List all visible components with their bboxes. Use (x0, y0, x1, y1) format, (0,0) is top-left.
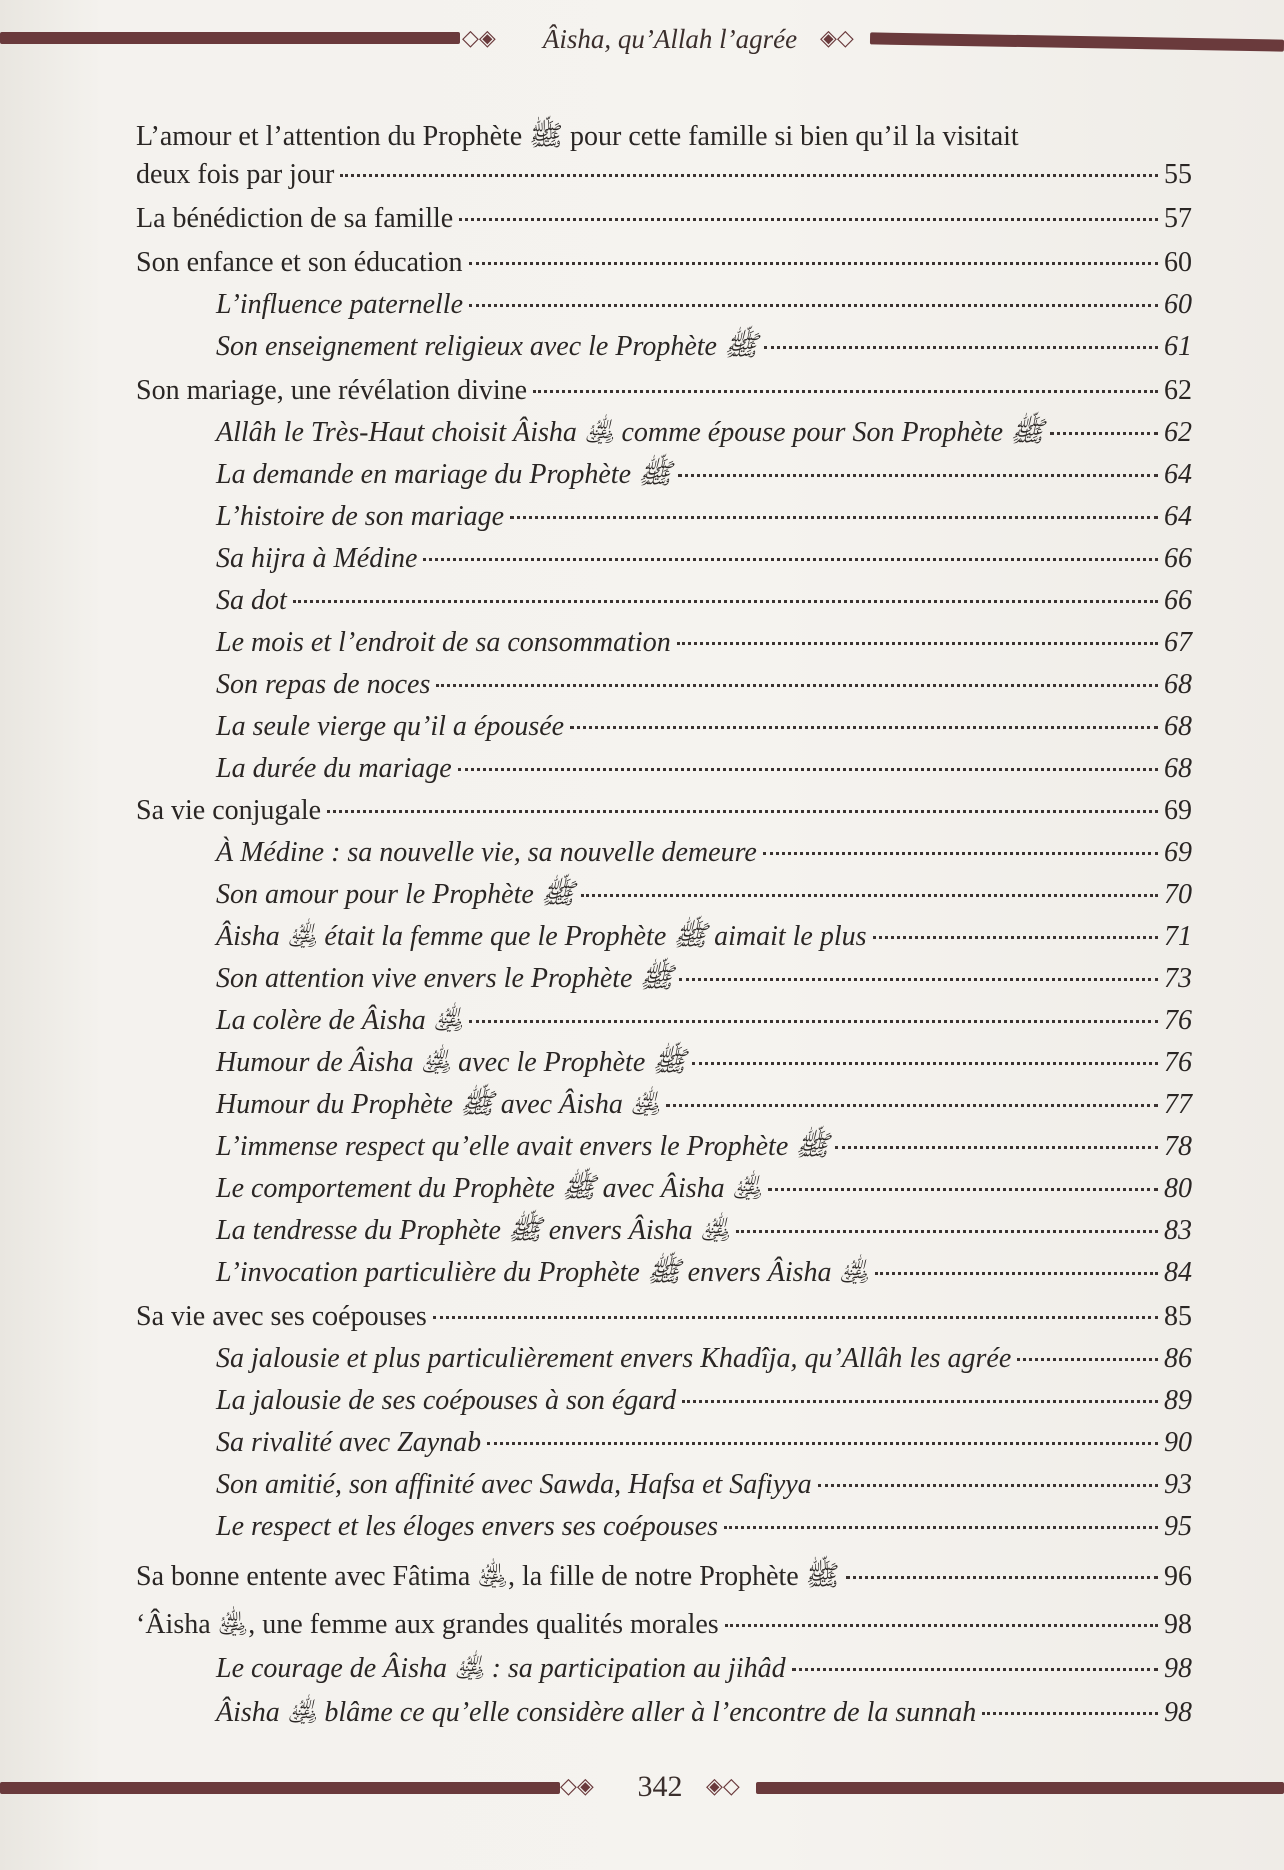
toc-subentry: La durée du mariage 68 (216, 753, 1192, 784)
toc-subentry: Humour du Prophète ﷺ avec Âisha ﵁ 77 (216, 1089, 1192, 1120)
toc-entry: Son mariage, une révélation divine 62 (136, 375, 1192, 406)
toc-entry: Son enfance et son éducation 60 (136, 247, 1192, 278)
toc-subentry: Sa rivalité avec Zaynab 90 (216, 1427, 1192, 1458)
toc-subentry: Allâh le Très-Haut choisit Âisha ﵁ comme épouse pour Son Prophète ﷺ 62 (216, 417, 1192, 448)
header-rule-right (870, 32, 1284, 51)
footer-rule-right (756, 1782, 1284, 1794)
toc-subentry: Le respect et les éloges envers ses coépouses 95 (216, 1511, 1192, 1542)
toc-subentry: Son repas de noces 68 (216, 669, 1192, 700)
toc-subentry: Sa dot 66 (216, 585, 1192, 616)
toc-subentry: Son amour pour le Prophète ﷺ 70 (216, 879, 1192, 910)
toc-subentry: Humour de Âisha ﵁ avec le Prophète ﷺ 76 (216, 1047, 1192, 1078)
toc-subentry: La jalousie de ses coépouses à son égard 89 (216, 1385, 1192, 1416)
toc-subentry: Sa hijra à Médine 66 (216, 543, 1192, 574)
footer-ornament-right: ◈◇ (706, 1774, 740, 1799)
toc-subentry: Son enseignement religieux avec le Prophète ﷺ 61 (216, 331, 1192, 362)
toc-subentry: La seule vierge qu’il a épousée 68 (216, 711, 1192, 742)
toc-subentry: Âisha ﵁ blâme ce qu’elle considère aller à l’encontre de la sunnah 98 (216, 1697, 1192, 1728)
toc-subentry: L’immense respect qu’elle avait envers le Prophète ﷺ 78 (216, 1131, 1192, 1162)
toc-subentry: Le courage de Âisha ﵁ : sa participation au jihâd 98 (216, 1653, 1192, 1684)
toc-entry: ‘Âisha ﵁, une femme aux grandes qualités morales 98 (136, 1609, 1192, 1640)
toc-subentry: Sa jalousie et plus particulièrement envers Khadîja, qu’Allâh les agrée 86 (216, 1343, 1192, 1374)
footer-rule-left (0, 1782, 560, 1794)
toc-subentry: La demande en mariage du Prophète ﷺ 64 (216, 459, 1192, 490)
toc-entry: Sa vie conjugale 69 (136, 795, 1192, 826)
header-ornament-right: ◈◇ (820, 26, 854, 51)
toc-subentry: L’invocation particulière du Prophète ﷺ envers Âisha ﵁ 84 (216, 1257, 1192, 1288)
toc-subentry: L’influence paternelle 60 (216, 289, 1192, 320)
toc-entry-first-line: L’amour et l’attention du Prophète ﷺ pour cette famille si bien qu’il la visitait (136, 121, 1019, 152)
toc-subentry: Le comportement du Prophète ﷺ avec Âisha ﵁ 80 (216, 1173, 1192, 1204)
toc-subentry: Son attention vive envers le Prophète ﷺ 73 (216, 963, 1192, 994)
footer-ornament-left: ◇◈ (560, 1774, 594, 1799)
toc-subentry: Âisha ﵁ était la femme que le Prophète ﷺ aimait le plus 71 (216, 921, 1192, 952)
toc-subentry: L’histoire de son mariage 64 (216, 501, 1192, 532)
toc-subentry: À Médine : sa nouvelle vie, sa nouvelle demeure 69 (216, 837, 1192, 868)
toc-subentry: Le mois et l’endroit de sa consommation 67 (216, 627, 1192, 658)
header-ornament-left: ◇◈ (462, 26, 496, 51)
toc-entry: La bénédiction de sa famille 57 (136, 203, 1192, 234)
toc-subentry: La colère de Âisha ﵁ 76 (216, 1005, 1192, 1036)
toc-entry: Sa bonne entente avec Fâtima ﵁, la fille de notre Prophète ﷺ 96 (136, 1561, 1192, 1592)
header-rule-left (0, 32, 460, 44)
toc-subentry: La tendresse du Prophète ﷺ envers Âisha ﵁ 83 (216, 1215, 1192, 1246)
page-number: 342 (637, 1770, 683, 1803)
running-header-title: Âisha, qu’Allah l’agrée (542, 24, 798, 54)
toc-entry: deux fois par jour 55 (136, 159, 1192, 190)
toc-subentry: Son amitié, son affinité avec Sawda, Hafsa et Safiyya 93 (216, 1469, 1192, 1500)
toc-entry: Sa vie avec ses coépouses 85 (136, 1301, 1192, 1332)
